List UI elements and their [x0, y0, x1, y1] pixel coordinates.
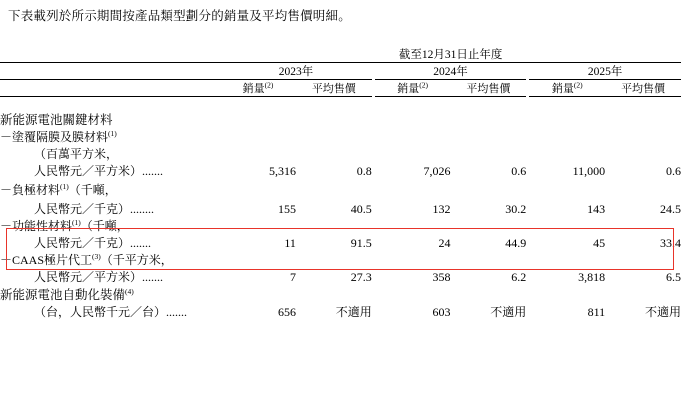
row-label-line: －塗覆隔膜及膜材料$^{(1)}$: [0, 129, 117, 144]
cell-volume-2023: 11: [284, 236, 296, 250]
table-row: [0, 162, 681, 179]
row-label-line: （台，人民幣千元／台）.......: [34, 305, 188, 319]
table-header-period-row: [0, 46, 681, 62]
table-header-years-row: [0, 63, 681, 80]
cell-volume-2024: 603: [432, 305, 451, 319]
cell-asp-2025: 33.4: [660, 236, 681, 250]
section-title-row: [0, 285, 681, 303]
subheader-asp-2024: 平均售價: [466, 83, 511, 95]
cell-asp-2023: 40.5: [350, 202, 372, 216]
table-row: [0, 234, 681, 251]
cell-volume-2023: 155: [277, 202, 296, 216]
row-label-line: 人民幣元／千克）........: [34, 202, 155, 216]
cell-asp-2024: 不適用: [490, 305, 527, 319]
table-row: [0, 128, 681, 145]
cell-asp-2023: 0.8: [356, 164, 372, 178]
row-label-line: 人民幣元／平方米）.......: [34, 164, 164, 178]
cell-volume-2024: 7,026: [423, 164, 451, 178]
cell-asp-2024: 30.2: [505, 202, 527, 216]
cell-asp-2023: 91.5: [350, 236, 372, 250]
subheader-volume-2024: 銷量$^{(2)}$: [397, 80, 429, 95]
subheader-asp-2025: 平均售價: [621, 83, 666, 95]
table-row-highlighted: [0, 198, 681, 217]
cell-asp-2025: 不適用: [644, 305, 681, 319]
cell-volume-2025: 3,818: [578, 270, 606, 284]
year-header-2025: 2025年: [587, 66, 623, 78]
table-row-highlighted: [0, 179, 681, 198]
year-header-2023: 2023年: [278, 66, 314, 78]
cell-volume-2025: 143: [587, 202, 606, 216]
cell-volume-2024: 132: [432, 202, 451, 216]
subheader-asp-2023: 平均售價: [311, 83, 356, 95]
cell-volume-2023: 656: [277, 305, 296, 319]
cell-asp-2024: 44.9: [505, 236, 527, 250]
section-title-automation-equipment: 新能源電池自動化裝備$^{(4)}$: [0, 286, 134, 302]
cell-volume-2023: 5,316: [268, 164, 296, 178]
table-row: [0, 145, 681, 162]
cell-asp-2024: 0.6: [511, 164, 527, 178]
table-row: [0, 217, 681, 234]
year-header-2024: 2024年: [433, 66, 468, 78]
cell-volume-2024: 358: [432, 270, 451, 284]
section-title-key-materials: 新能源電池關鍵材料: [0, 113, 113, 127]
row-label-line: 人民幣元／千克）.......: [34, 236, 152, 250]
table-header-sub-row: [0, 80, 681, 97]
cell-asp-2024: 6.2: [511, 270, 527, 284]
cell-asp-2025: 24.5: [660, 202, 681, 216]
cell-asp-2023: 不適用: [335, 305, 372, 319]
row-label-line: －負極材料$^{(1)}$（千噸，: [0, 182, 117, 197]
table-row: [0, 268, 681, 285]
section-title-row: [0, 110, 681, 128]
spacer-row: [0, 97, 681, 111]
intro-paragraph: 下表載列於所示期間按產品類型劃分的銷量及平均售價明細。: [8, 9, 351, 23]
cell-volume-2025: 45: [593, 236, 606, 250]
row-label-line: －功能性材料$^{(1)}$（千噸，: [0, 218, 129, 233]
subheader-volume-2025: 銷量$^{(2)}$: [551, 80, 583, 95]
subheader-volume-2023: 銷量$^{(2)}$: [242, 80, 274, 95]
row-label-line: －CAAS極片代工$^{(3)}$（千平方米，: [0, 252, 173, 267]
table-row: [0, 251, 681, 268]
cell-volume-2023: 7: [289, 270, 296, 284]
cell-asp-2025: 0.6: [666, 164, 681, 178]
row-label-line: 人民幣元／平方米）.......: [34, 270, 164, 284]
row-label-line: （百萬平方米，: [34, 147, 119, 161]
cell-volume-2024: 24: [438, 236, 451, 250]
cell-asp-2023: 27.3: [350, 270, 372, 284]
sales-volume-asp-table: [0, 46, 681, 320]
cell-volume-2025: 811: [587, 305, 606, 319]
period-header: 截至12月31日止年度: [398, 49, 503, 61]
table-row: [0, 303, 681, 320]
cell-asp-2025: 6.5: [666, 270, 681, 284]
cell-volume-2025: 11,000: [572, 164, 606, 178]
